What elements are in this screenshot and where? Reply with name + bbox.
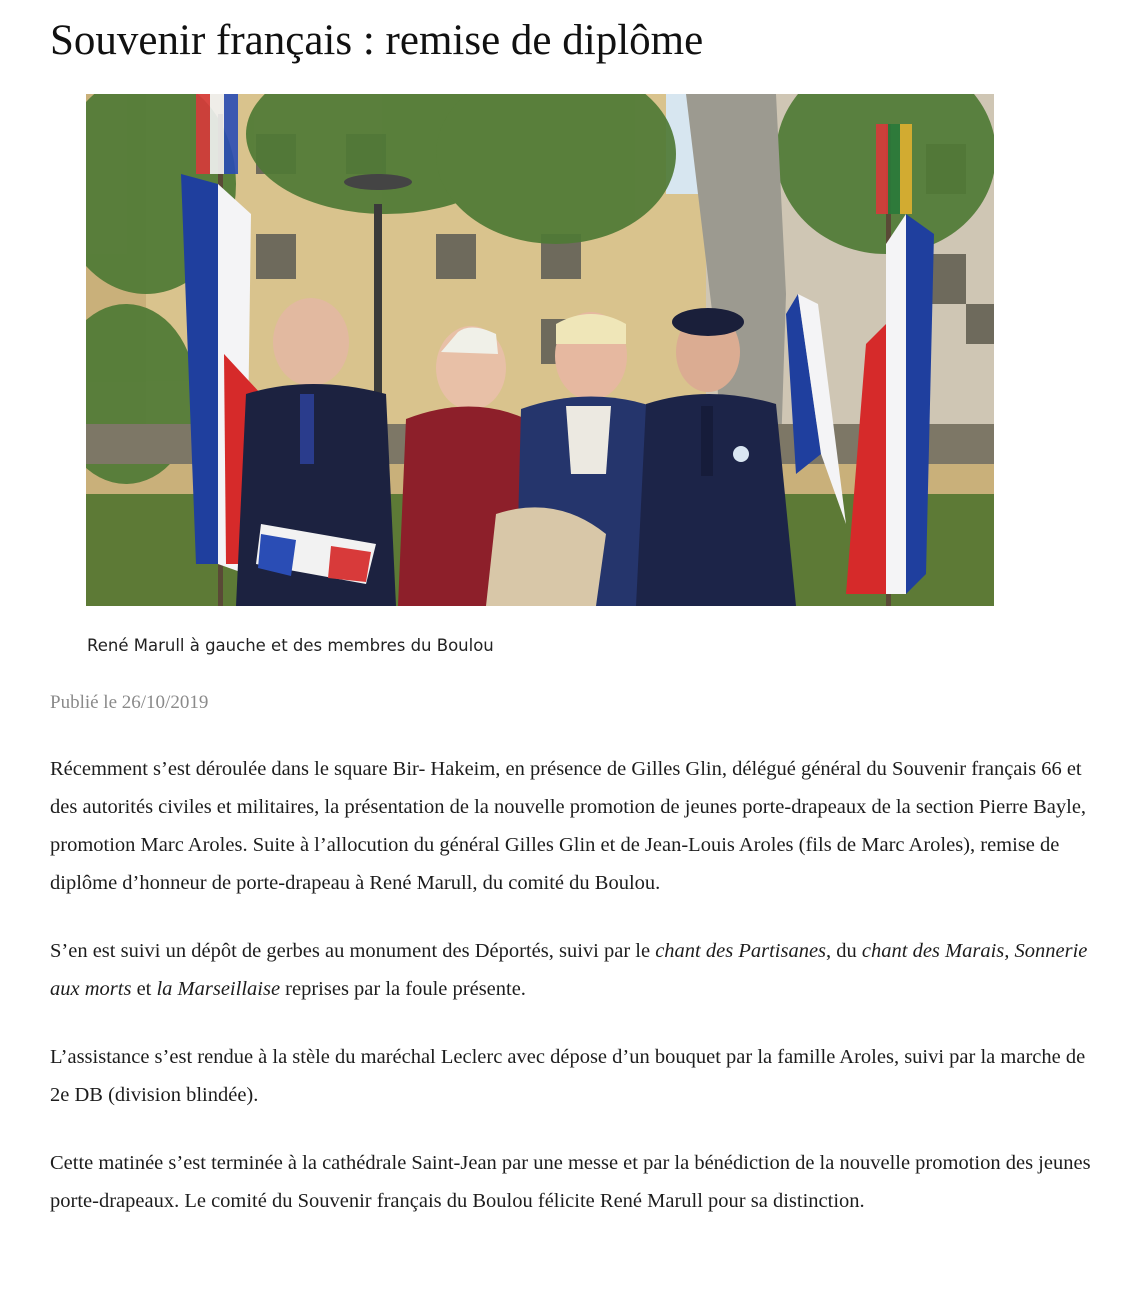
article-body — [50, 750, 1096, 1250]
paragraph-2 — [50, 932, 1096, 1008]
paragraph-2-italic-2: chant des Marais, Sonnerie aux morts — [50, 940, 1088, 1000]
photo-caption: René Marull à gauche et des membres du Boulou — [87, 636, 494, 655]
article-title: Souvenir français : remise de diplôme — [50, 17, 704, 64]
paragraph-2-text-3: et — [131, 978, 157, 1000]
paragraph-2-italic-1: chant des Partisanes — [655, 940, 827, 962]
publication-date: Publié le 26/10/2019 — [50, 692, 209, 713]
article-photo — [86, 94, 994, 606]
paragraph-3: L’assistance s’est rendue à la stèle du maréchal Leclerc avec dépose d’un bouquet par la famille Aroles, suivi par la marche de 2e DB (division blindée). — [50, 1046, 1086, 1106]
paragraph-1: Récemment s’est déroulée dans le square Bir- Hakeim, en présence de Gilles Glin, délégué général du Souvenir français 66 et des autorités civiles et militaires, la présentation de la nouvelle promotion de jeunes porte-drapeaux de la section Pierre Bayle, promotion Marc Aroles. Suite à l’allocution du général Gilles Glin et de Jean-Louis Aroles (fils de Marc Aroles), remise de diplôme d’honneur de porte-drapeau à René Marull, du comité du Boulou. — [50, 758, 1087, 894]
paragraph-2-text-2: , du — [826, 940, 862, 962]
paragraph-2-italic-3: la Marseillaise — [156, 978, 281, 1000]
paragraph-2-text-1: S’en est suivi un dépôt de gerbes au monument des Déportés, suivi par le — [50, 940, 656, 962]
paragraph-4: Cette matinée s’est terminée à la cathédrale Saint-Jean par une messe et par la bénédiction de la nouvelle promotion des jeunes porte-drapeaux. Le comité du Souvenir français du Boulou félicite René Marull pour sa distinction. — [50, 1152, 1091, 1212]
paragraph-2-text-4: reprises par la foule présente. — [280, 978, 526, 1000]
